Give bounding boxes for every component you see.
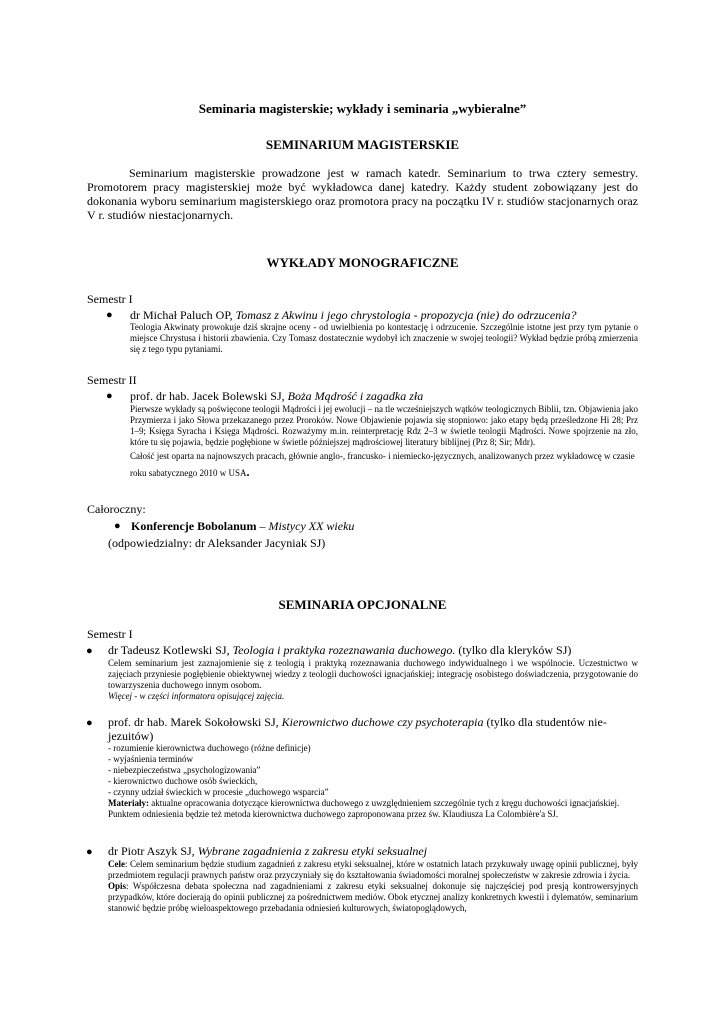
seminar-sokolowski-point: - kierownictwo duchowe osób świeckich, [108, 776, 258, 786]
cele-text: : Celem seminarium będzie studium zagadnień z zakresu etyki seksualnej, które w ostatnich latach przykuwały uwagę opinii publicznej, były przedmiotem regulacji prawnych państw oraz przyczyniały się do kształtowania świadomości moralnej społeczeństw w zakresie zdrowia i życia. [108, 859, 638, 880]
bullet-icon: ● [106, 390, 113, 402]
konferencje-bobolanum-dash: – [256, 519, 269, 533]
bullet-icon: ● [86, 645, 93, 657]
heading-seminaria-opcjonalne: SEMINARIA OPCJONALNE [278, 597, 447, 612]
opcjonalne-semestr-1-label: Semestr I [87, 627, 133, 641]
lecture-paluch-desc [130, 322, 638, 355]
seminar-kotlewski-desc [108, 658, 638, 702]
heading-seminarium-magisterskie: SEMINARIUM MAGISTERSKIE [265, 137, 460, 152]
seminar-sokolowski-point: - niebezpieczeństwa „psychologizowania” [108, 765, 261, 775]
lecture-paluch-author: dr Michał Paluch OP, [130, 308, 236, 322]
seminar-sokolowski-note: (tylko dla studentów nie-jezuitów) [108, 715, 607, 743]
lecture-bolewski-title: Boża Mądrość i zagadka zła [287, 389, 424, 403]
seminar-sokolowski-title: Kierownictwo duchowe czy psychoterapia [281, 715, 484, 729]
seminar-kotlewski-more: Więcej - w części informatora opisującej zajęcia. [108, 691, 285, 701]
seminar-aszyk-author: dr Piotr Aszyk SJ, [108, 844, 198, 858]
seminar-kotlewski-desc-text: Celem seminarium jest zaznajomienie się z teologią i praktyką rozeznawania duchowego indywidualnego i we wspólnocie. Uczestnictwo w zajęciach przyniesie pogłębienie obiektywnej wiedzy z teologii duchowości ignacjańskiej; integrację osobistego doświadczenia, przygotowanie do towarzyszenia duchowego innym osobom. [108, 658, 638, 690]
lecture-bolewski-desc-1: Pierwsze wykłady są poświęcone teologii Mądrości i jej ewolucji – na tle wcześniejszych wątków teologicznych Biblii, tzn. Objawienia jako Przymierza i jako Słowa przekazanego przez Proroków. Nowe Objawienie pojawia się stopniowo: jako etapy będą prześledzone Hi 28; Prz 1–9; Księga Syracha i Księga Mądrości. Rozważymy m.in. reinterpretację Rdz 2–3 w świetle teologii Mądrości. Nowe spojrzenie na zło, które tu się pojawia, będzie pogłębione w świetle późniejszej mądrościowej literatury biblijnej (Prz 8; Sir; Mdr). [130, 404, 638, 447]
lecture-paluch-title: Tomasz z Akwinu i jego chrystologia - propozycja (nie) do odrzucenia? [235, 308, 577, 322]
lecture-paluch-desc-text: Teologia Akwinaty prowokuje dziś skrajne oceny - od uwielbienia po kontestację i odrzucenie. Szczególnie istotne jest przy tym pytanie o miejsce Chrystusa i historii zbawienia. Czy Tomasz dostatecznie wydobył ich znaczenie w swojej teologii? Wykład będzie próbą zmierzenia się z tego typu pytaniami. [130, 322, 638, 354]
document-title: Seminaria magisterskie; wykłady i seminaria „wybieralne” [198, 101, 527, 116]
cele-label: Cele [108, 859, 125, 869]
seminar-sokolowski-desc [108, 743, 638, 820]
seminar-kotlewski-title: Teologia i praktyka rozeznawania duchowego. [232, 643, 456, 657]
lecture-bolewski-desc [130, 404, 638, 481]
seminar-kotlewski-note: (tylko dla kleryków SJ) [455, 643, 572, 657]
bullet-icon: ● [106, 309, 113, 321]
seminar-sokolowski-point: - rozumienie kierownictwa duchowego (różne definicje) [108, 743, 311, 753]
lecture-bolewski-author: prof. dr hab. Jacek Bolewski SJ, [130, 389, 288, 403]
seminar-sokolowski-materials [108, 798, 638, 809]
seminar-aszyk [108, 844, 638, 858]
lecture-bolewski-desc-2-text: Całość jest oparta na najnowszych pracach, głównie anglo-, francusko- i niemiecko-języcznych, analizowanych przez wykładowcę w czasie roku sabatycznego 2010 w USA [130, 451, 635, 478]
lecture-bolewski-desc-2-end: . [246, 465, 250, 479]
seminar-kotlewski [108, 643, 638, 657]
opis-text: : Współczesna debata społeczna nad zagadnieniami z zakresu etyki seksualnej dokonuje się najczęściej pod presją kontrowersyjnych przypadków, które docierają do opinii publicznej za pośrednictwem mediów. Obok etycznej analizy konkretnych kwestii i dylematów, seminarium stanowić będzie próbę wieloaspektowego przebadania odniesień kulturowych, światopoglądowych, [108, 881, 638, 913]
bullet-icon: ● [86, 846, 93, 858]
seminar-sokolowski-point: - czynny udział świeckich w procesie „duchowego wsparcia” [108, 787, 329, 797]
seminar-aszyk-opis [108, 881, 638, 914]
seminar-sokolowski [108, 715, 648, 743]
lecture-bolewski [130, 389, 630, 403]
seminar-aszyk-desc [108, 859, 638, 914]
wyklady-semestr-2-label: Semestr II [87, 373, 137, 387]
konferencje-bobolanum-name: Konferencje Bobolanum [131, 519, 257, 533]
bullet-icon: ● [86, 717, 93, 729]
seminar-sokolowski-ref: Punktem odniesienia będzie też metoda kierownictwa duchowego zaproponowana przez św. Klaudiusza La Colombière'a SJ. [108, 809, 559, 819]
seminar-kotlewski-author: dr Tadeusz Kotlewski SJ, [108, 643, 233, 657]
seminar-aszyk-cele [108, 859, 638, 881]
konferencje-bobolanum [131, 519, 611, 533]
bullet-icon: ● [114, 520, 121, 532]
lecture-bolewski-desc-2 [130, 448, 638, 481]
konferencje-bobolanum-responsible: (odpowiedzialny: dr Aleksander Jacyniak SJ) [108, 536, 326, 550]
seminar-sokolowski-point: - wyjaśnienia terminów [108, 754, 193, 764]
wyklady-semestr-1-label: Semestr I [87, 292, 133, 306]
seminar-aszyk-title: Wybrane zagadnienia z zakresu etyki seksualnej [197, 844, 428, 858]
seminar-sokolowski-author: prof. dr hab. Marek Sokołowski SJ, [108, 715, 282, 729]
lecture-paluch [130, 308, 630, 322]
seminarium-magisterskie-text: Seminarium magisterskie prowadzone jest w ramach katedr. Seminarium to trwa cztery semestry. Promotorem pracy magisterskiej może być wykładowca danej katedry. Każdy student zobowiązany jest do dokonania wyboru seminarium magisterskiego oraz promotora pracy na początku IV r. studiów stacjonarnych oraz V r. studiów niestacjonarnych. [87, 166, 638, 222]
materials-label: Materiały: [108, 798, 149, 808]
materials-text: aktualne opracowania dotyczące kierownictwa duchowego z uwzględnieniem szczególnie tych z kręgu duchowości ignacjańskiej. [148, 798, 620, 808]
heading-wyklady-monograficzne: WYKŁADY MONOGRAFICZNE [266, 255, 459, 270]
caloroczny-label: Całoroczny: [87, 502, 146, 516]
konferencje-bobolanum-title: Mistycy XX wieku [268, 519, 355, 533]
opis-label: Opis [108, 881, 127, 891]
